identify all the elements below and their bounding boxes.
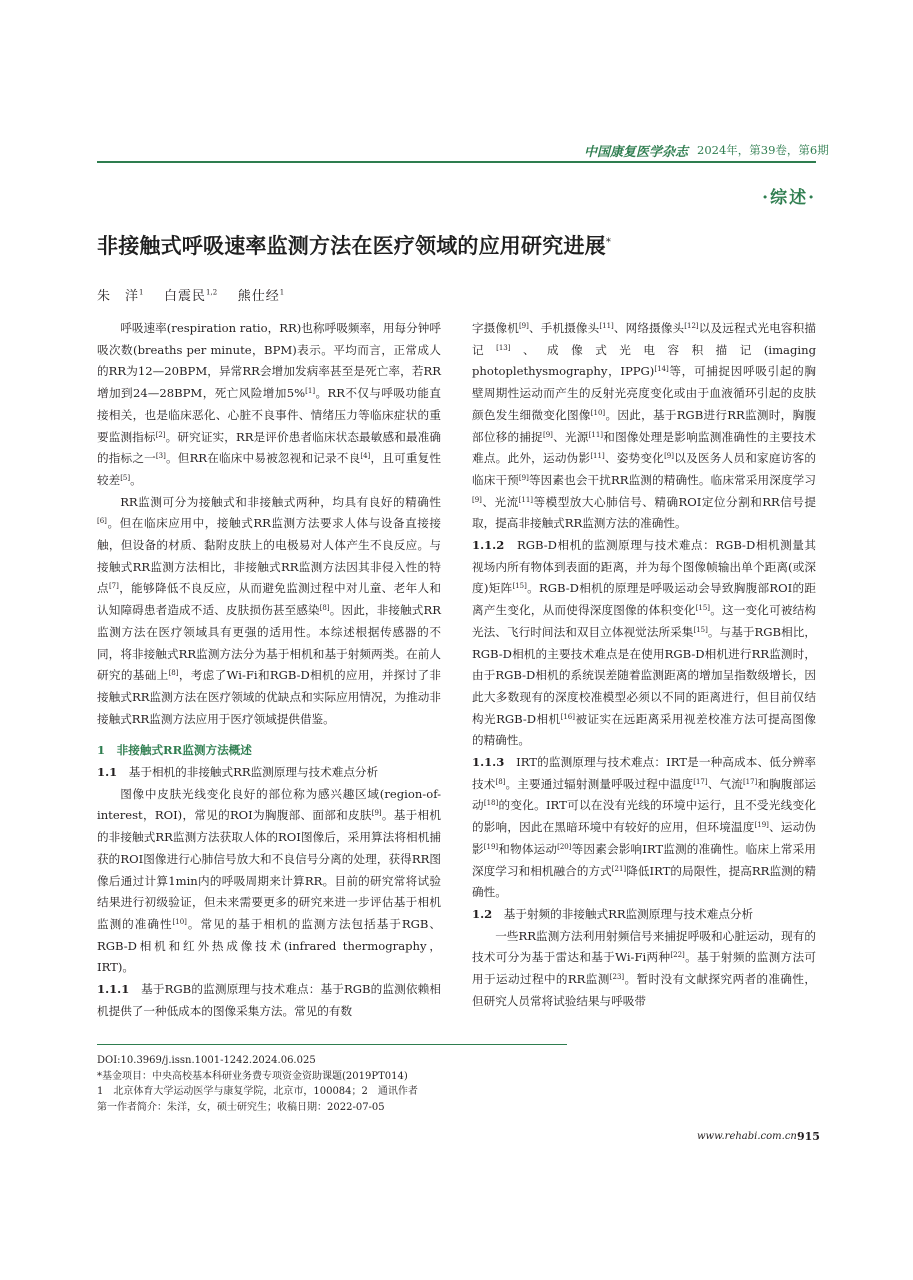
paragraph-text: 以及医务人员和家庭访客的临床干预 [472, 451, 816, 487]
section-heading: 1 非接触式RR监测方法概述 [97, 743, 252, 758]
citation-ref: [10] [590, 408, 606, 417]
paragraph-text: 。暂时没有文献探究两者的准确性，但研究人员常将试验结果与呼吸带 [472, 972, 816, 1008]
article-title [97, 230, 817, 260]
paragraph-text: 等模型放大心肺信号、精确ROI定位分割和RR信号提取，提高非接触式RR监测方法的准确性。 [472, 494, 816, 531]
footnote-divider [97, 1044, 567, 1045]
subsection-heading [472, 904, 816, 926]
paragraph-text: 、运动伪影 [472, 820, 816, 856]
subsection-number: 1.2 [472, 906, 493, 921]
paragraph-text: 和物体运动 [498, 841, 558, 856]
paragraph-text: 。与基于RGB相比，RGB-D相机的主要技术难点是在使用RGB-D相机进行RR监测时，由于RGB-D相机的系统误差随着监测距离的增加呈指数级增长，因此大多数现有的深度校准模型必须以不同的距离进行，但目前仅结构光RGB-D相机 [472, 624, 816, 726]
author-affiliation: 1 [279, 288, 285, 297]
citation-ref: [21] [611, 864, 627, 873]
paragraph-text: 。常见的基于相机的监测方法包括基于RGB、RGB-D相机和红外热成像技术(infrared thermography，IRT)。 [97, 916, 441, 975]
citation-ref: [15] [512, 582, 527, 591]
paragraph-text: 、手机摄像头 [528, 321, 600, 335]
author-name: 朱 洋 [97, 289, 140, 304]
paragraph-text: 以及远程式光电容积描记 [472, 321, 816, 357]
paragraph-text: 呼吸速率(respiration ratio，RR)也称呼吸频率，用每分钟呼吸次数(breaths per minute，BPM)表示。平均而言，正常成人的RR为12—20BPM，异常RR会增加发病率甚至是死亡率，若RR增加到24—28BPM，死亡风险增加5% [97, 321, 441, 401]
citation-ref: [1] [305, 387, 316, 396]
paragraph-text: 。 [130, 472, 142, 487]
paragraph-text: 、气流 [707, 776, 743, 791]
citation-ref: [15] [695, 604, 711, 613]
paragraph-text: RGB-D相机的监测原理与技术难点：RGB-D相机测量其视场内所有物体到表面的距离，并为每个图像帧输出单个距离(或深度)矩阵 [472, 538, 816, 596]
paragraph-text: 字摄像机 [472, 321, 519, 335]
header-divider [97, 161, 816, 163]
paragraph-text: 、网络摄像头 [613, 321, 685, 335]
paragraph-text: 。但在临床应用中，接触式RR监测方法要求人体与设备直接接触，但设备的材质、黏附皮肤上的电极易对人体产生不良反应。与接触式RR监测方法相比，非接触式RR监测方法因其非侵入性的特点 [97, 516, 441, 596]
article-title-text: 非接触式呼吸速率监测方法在医疗领域的应用研究进展 [97, 233, 606, 258]
citation-ref: [14] [654, 365, 669, 374]
paragraph [472, 318, 816, 535]
citation-ref: [9] [518, 322, 529, 330]
paragraph-text: RR监测可分为接触式和非接触式两种，均具有良好的精确性 [120, 494, 441, 509]
citation-ref: [10] [172, 917, 187, 926]
citation-ref: [17] [742, 777, 758, 786]
citation-ref: [6] [97, 517, 107, 526]
citation-ref: [3] [155, 452, 166, 461]
paragraph-text: 降低IRT的局限性，提高RR监测的精确性。 [472, 863, 816, 900]
journal-issue: 2024年，第39卷，第6期 [697, 143, 829, 157]
citation-ref: [16] [560, 712, 575, 721]
footnotes [97, 1053, 567, 1115]
journal-url: www.rehabi.com.cn [697, 1131, 797, 1142]
subsection-number: 1.1 [97, 765, 118, 780]
paragraph [472, 926, 816, 1013]
paragraph-text: 和胸腹部运动 [472, 776, 816, 813]
citation-ref: [19] [754, 821, 769, 830]
citation-ref: [9] [518, 473, 529, 482]
author-name: 熊仕经 [237, 289, 280, 304]
citation-ref: [11] [518, 495, 534, 504]
citation-ref: [9] [371, 809, 382, 818]
journal-name: 中国康复医学杂志 [584, 145, 689, 160]
subsection-heading [97, 762, 441, 784]
paragraph [97, 318, 441, 492]
paragraph [472, 752, 816, 904]
paragraph-text: 等，可捕捉因呼吸引起的胸壁周期性运动而产生的反射光亮度变化或由于血液循环引起的皮肤颜色发生细微变化图像 [472, 364, 816, 422]
paragraph [97, 492, 441, 731]
page-number: 915 [797, 1130, 820, 1143]
funding-line: *基金项目：中央高校基本科研业务费专项资金资助课题(2019PT014) [97, 1070, 408, 1082]
author-affiliation: 1 [139, 288, 144, 297]
paragraph-text: 。但RR在临床中易被忽视和记录不良 [165, 451, 361, 466]
citation-ref: [5] [120, 473, 131, 482]
paragraph-text: 。这一变化可被结构光法、飞行时间法和双目立体视觉法所采集 [472, 603, 816, 639]
citation-ref: [9] [664, 452, 674, 461]
paragraph [97, 979, 441, 1022]
citation-ref: [19] [483, 842, 499, 851]
subsection-title: 基于相机的非接触式RR监测原理与技术难点分析 [117, 765, 379, 780]
left-column [97, 318, 441, 1023]
citation-ref: [8] [168, 669, 179, 678]
citation-ref: [23] [609, 973, 625, 982]
citation-ref: [11] [588, 430, 604, 439]
paragraph-text: 等因素也会干扰RR监测的精确性。临床常采用深度学习 [528, 472, 816, 487]
doi-line: DOI:10.3969/j.issn.1001-1242.2024.06.025 [97, 1055, 316, 1066]
paragraph-text: 。基于相机的非接触式RR监测方法获取人体的ROI图像后，采用算法将相机捕获的ROI图像进行心肺信号放大和不良信号分离的处理，获得RR图像后通过计算1min内的呼吸周期来计算RR。目前的研究常将试验结果进行初级验证，但未来需要更多的研究来进一步评估基于相机监测的准确性 [97, 808, 441, 931]
citation-ref: [18] [483, 799, 499, 808]
citation-ref: [17] [693, 777, 708, 786]
subsection-number: 1.1.1 [97, 982, 130, 997]
author-bio-line: 第一作者简介：朱洋，女，硕士研究生；收稿日期：2022-07-05 [97, 1101, 385, 1113]
citation-ref: [7] [108, 582, 119, 591]
paragraph-text: 。研究证实，RR是评价患者临床状态最敏感和最准确的指标之一 [97, 429, 441, 466]
paragraph-text: IRT的监测原理与技术难点：IRT是一种高成本、低分辨率技术 [472, 755, 816, 791]
paragraph-text: 、光流 [481, 494, 519, 509]
paragraph [97, 784, 441, 979]
paragraph-text: 图像中皮肤光线变化良好的部位称为感兴趣区域(region-of-interest，ROI)，常见的ROI为胸腹部、面部和皮肤 [97, 786, 441, 823]
paragraph-text: 的变化。IRT可以在没有光线的环境中运行，且不受光线变化的影响，因此在黑暗环境中有较好的应用，但环境温度 [472, 798, 816, 835]
citation-ref: [11] [590, 452, 605, 461]
paragraph [472, 535, 816, 752]
citation-ref: [12] [684, 322, 699, 330]
citation-ref: [8] [495, 777, 506, 786]
citation-ref: [4] [360, 452, 371, 461]
citation-ref: [9] [542, 430, 553, 439]
paragraph-text: 被证实在远距离采用视差校准方法可提高图像的精确性。 [472, 711, 816, 748]
citation-ref: [20] [557, 842, 572, 851]
paragraph-text: ，能够降低不良反应，从而避免监测过程中对儿童、老年人和认知障碍患者造成不适、皮肤损伤甚至感染 [97, 581, 441, 618]
paragraph-text: 。主要通过辐射测量呼吸过程中温度 [505, 776, 694, 791]
citation-ref: [8] [319, 604, 330, 613]
section-label: ·综述· [762, 188, 816, 208]
author-name: 白震民 [164, 289, 207, 304]
author-affiliation: 1,2 [206, 288, 218, 297]
affiliation-line: 1 北京体育大学运动医学与康复学院，北京市，100084；2 通讯作者 [97, 1086, 418, 1097]
paragraph-text [472, 538, 816, 747]
paragraph-text: 。因此，非接触式RR监测方法在医疗领域具有更强的适用性。本综述根据传感器的不同，将非接触式RR监测方法分为基于相机和基于射频两类。在前人研究的基础上 [97, 603, 441, 683]
paragraph-text: 。基于射频的监测方法可用于运动过程中的RR监测 [472, 950, 816, 987]
author-list [97, 285, 284, 304]
paragraph-text: 、姿势变化 [604, 451, 665, 466]
paragraph-text: 。RGB-D相机的原理是呼吸运动会导致胸腹部ROI的距离产生变化，从而使得深度图像的体积变化 [472, 581, 816, 618]
paragraph-text: 基于RGB的监测原理与技术难点：基于RGB的监测依赖相机提供了一种低成本的图像采集方法。常见的有数 [97, 982, 441, 1018]
citation-ref: [2] [155, 430, 166, 439]
subsection-number: 1.1.2 [472, 538, 505, 553]
citation-ref: [15] [693, 625, 708, 634]
paragraph-text: 。因此，基于RGB进行RR监测时，胸腹部位移的捕捉 [472, 407, 816, 444]
paragraph-text: 一些RR监测方法利用射频信号来捕捉呼吸和心脏运动，现有的技术可分为基于雷达和基于Wi-Fi两种 [472, 928, 816, 965]
paragraph-text: 和图像处理是影响监测准确性的主要技术难点。此外，运动伪影 [472, 429, 816, 466]
paragraph-text: 等因素会影响IRT监测的准确性。临床上常采用深度学习和相机融合的方式 [472, 841, 816, 878]
right-column [472, 318, 816, 1013]
paragraph-text: ，考虑了Wi-Fi和RGB-D相机的应用，并探讨了非接触式RR监测方法在医疗领域的优缺点和实际应用情况，为推动非接触式RR监测方法应用于医疗领域提供借鉴。 [97, 668, 441, 726]
citation-ref: [22] [670, 951, 685, 960]
citation-ref: [11] [599, 322, 614, 330]
subsection-number: 1.1.3 [472, 755, 505, 770]
citation-ref: [13] [496, 343, 511, 352]
paragraph-text: ，且可重复性较差 [97, 451, 441, 487]
paragraph-text: 。RR不仅与呼吸功能直接相关，也是临床恶化、心脏不良事件、情绪压力等临床症状的重要监测指标 [97, 386, 441, 444]
title-footnote-mark: * [605, 237, 612, 248]
subsection-title: 基于射频的非接触式RR监测原理与技术难点分析 [492, 906, 754, 921]
citation-ref: [9] [472, 495, 482, 504]
paragraph-text [472, 755, 816, 899]
paragraph-text: 、光源 [552, 429, 589, 444]
paragraph-text: 、成像式光电容积描记(imaging photoplethysmography，IPPG) [472, 342, 816, 379]
